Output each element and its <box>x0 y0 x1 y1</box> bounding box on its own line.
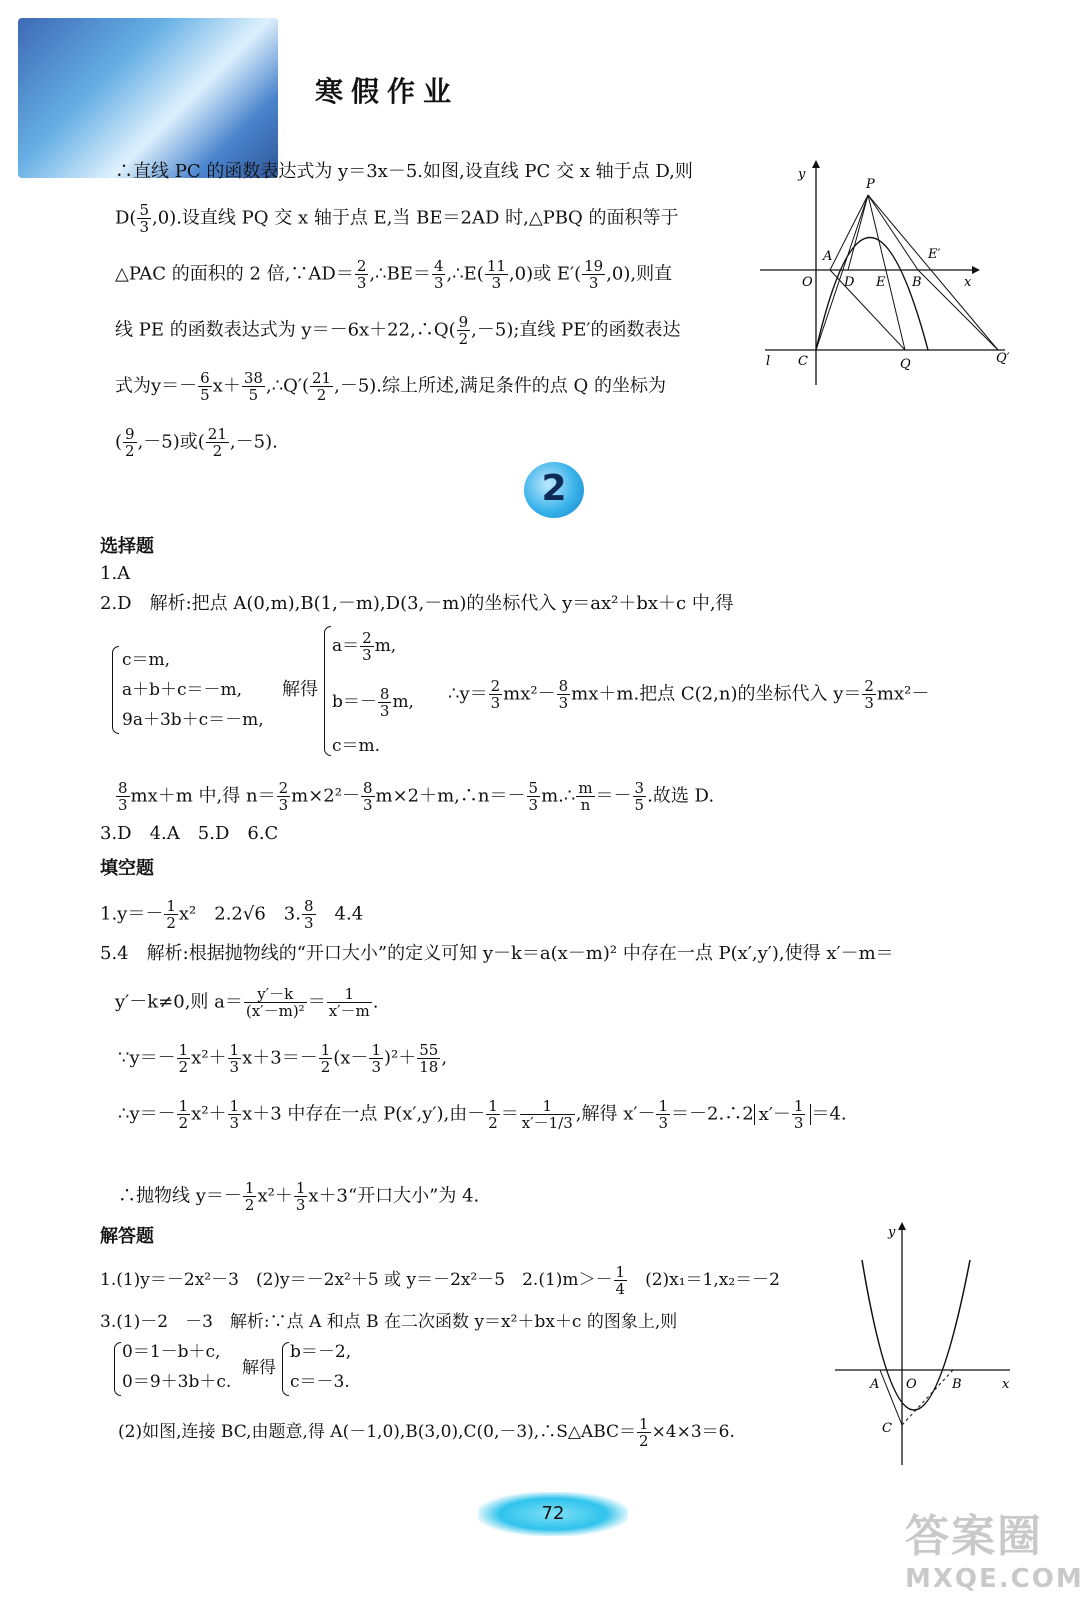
s1-line6: ( $\frac{9}{2}$ ,－5)或( $\frac{21}{2}$ ,－5). <box>115 425 278 460</box>
parabola-figure-1 <box>760 160 1020 390</box>
svg-text:y: y <box>798 167 806 182</box>
s1-line5: 式为y＝－ $\frac{6}{5}$ x＋ $\frac{38}{5}$ ,∴Q′( $\frac{21}{2}$ ,－5).综上所述,满足条件的点 Q 的坐标为 <box>115 369 666 404</box>
heading-fill: 填空题 <box>100 858 154 879</box>
choice-answer-2: 2.D 解析:把点 A(0,m),B(1,－m),D(3,－m)的坐标代入 y＝ax²＋bx＋c 中,得 <box>100 593 734 614</box>
svg-text:x: x <box>964 275 972 290</box>
svg-text:A: A <box>823 249 833 264</box>
s1-line1: ∴直线 PC 的函数表达式为 y＝3x－5.如图,设直线 PC 交 x 轴于点 D,则 <box>115 161 693 182</box>
header-title: 寒假作业 <box>315 75 460 108</box>
system-brace-1 <box>112 646 119 734</box>
svg-text:O: O <box>802 275 813 290</box>
svg-text:D: D <box>844 275 855 290</box>
watermark: 答案圈 MXQE.COM <box>905 1511 1084 1594</box>
svg-text:Q′: Q′ <box>996 351 1010 366</box>
svg-text:P: P <box>866 177 875 192</box>
heading-answer: 解答题 <box>100 1226 154 1247</box>
svg-text:O: O <box>906 1377 917 1392</box>
svg-text:E′: E′ <box>928 247 941 262</box>
s1-line2: D( $\frac{5}{3}$ ,0).设直线 PQ 交 x 轴于点 E,当 BE＝2AD 时,△PBQ 的面积等于 <box>115 201 679 236</box>
system-brace-2 <box>324 626 331 756</box>
page-number: 72 <box>478 1492 628 1536</box>
svg-text:l: l <box>766 354 771 369</box>
parabola-figure-2 <box>830 1220 1020 1470</box>
choice-answer-3-6: 3.D 4.A 5.D 6.C <box>100 823 279 844</box>
svg-text:C: C <box>798 354 808 369</box>
svg-text:y: y <box>888 1225 896 1240</box>
s1-line3: △PAC 的面积的 2 倍,∵AD＝ $\frac{2}{3}$ ,∴BE＝ $\frac{4}{3}$ ,∴E( $\frac{11}{3}$ ,0)或 E′( $\frac{19}{3}$ ,0),则直 <box>115 257 673 292</box>
svg-text:Q: Q <box>900 357 911 372</box>
svg-text:E: E <box>876 275 886 290</box>
section-number-badge: 2 <box>524 462 584 518</box>
svg-text:B: B <box>952 1377 962 1392</box>
heading-choice: 选择题 <box>100 536 154 557</box>
svg-text:A: A <box>870 1377 880 1392</box>
parabola-curve <box>816 238 928 351</box>
choice-answer-1: 1.A <box>100 563 131 584</box>
svg-text:B: B <box>912 275 922 290</box>
fraction: $\frac{5}{3}$ <box>139 201 150 236</box>
s1-line4: 线 PE 的函数表达式为 y＝－6x＋22,∴Q( $\frac{9}{2}$ ,－5);直线 PE′的函数表达 <box>115 313 681 348</box>
svg-text:C: C <box>882 1421 892 1436</box>
svg-text:x: x <box>1002 1377 1010 1392</box>
header-banner-image <box>18 18 278 178</box>
